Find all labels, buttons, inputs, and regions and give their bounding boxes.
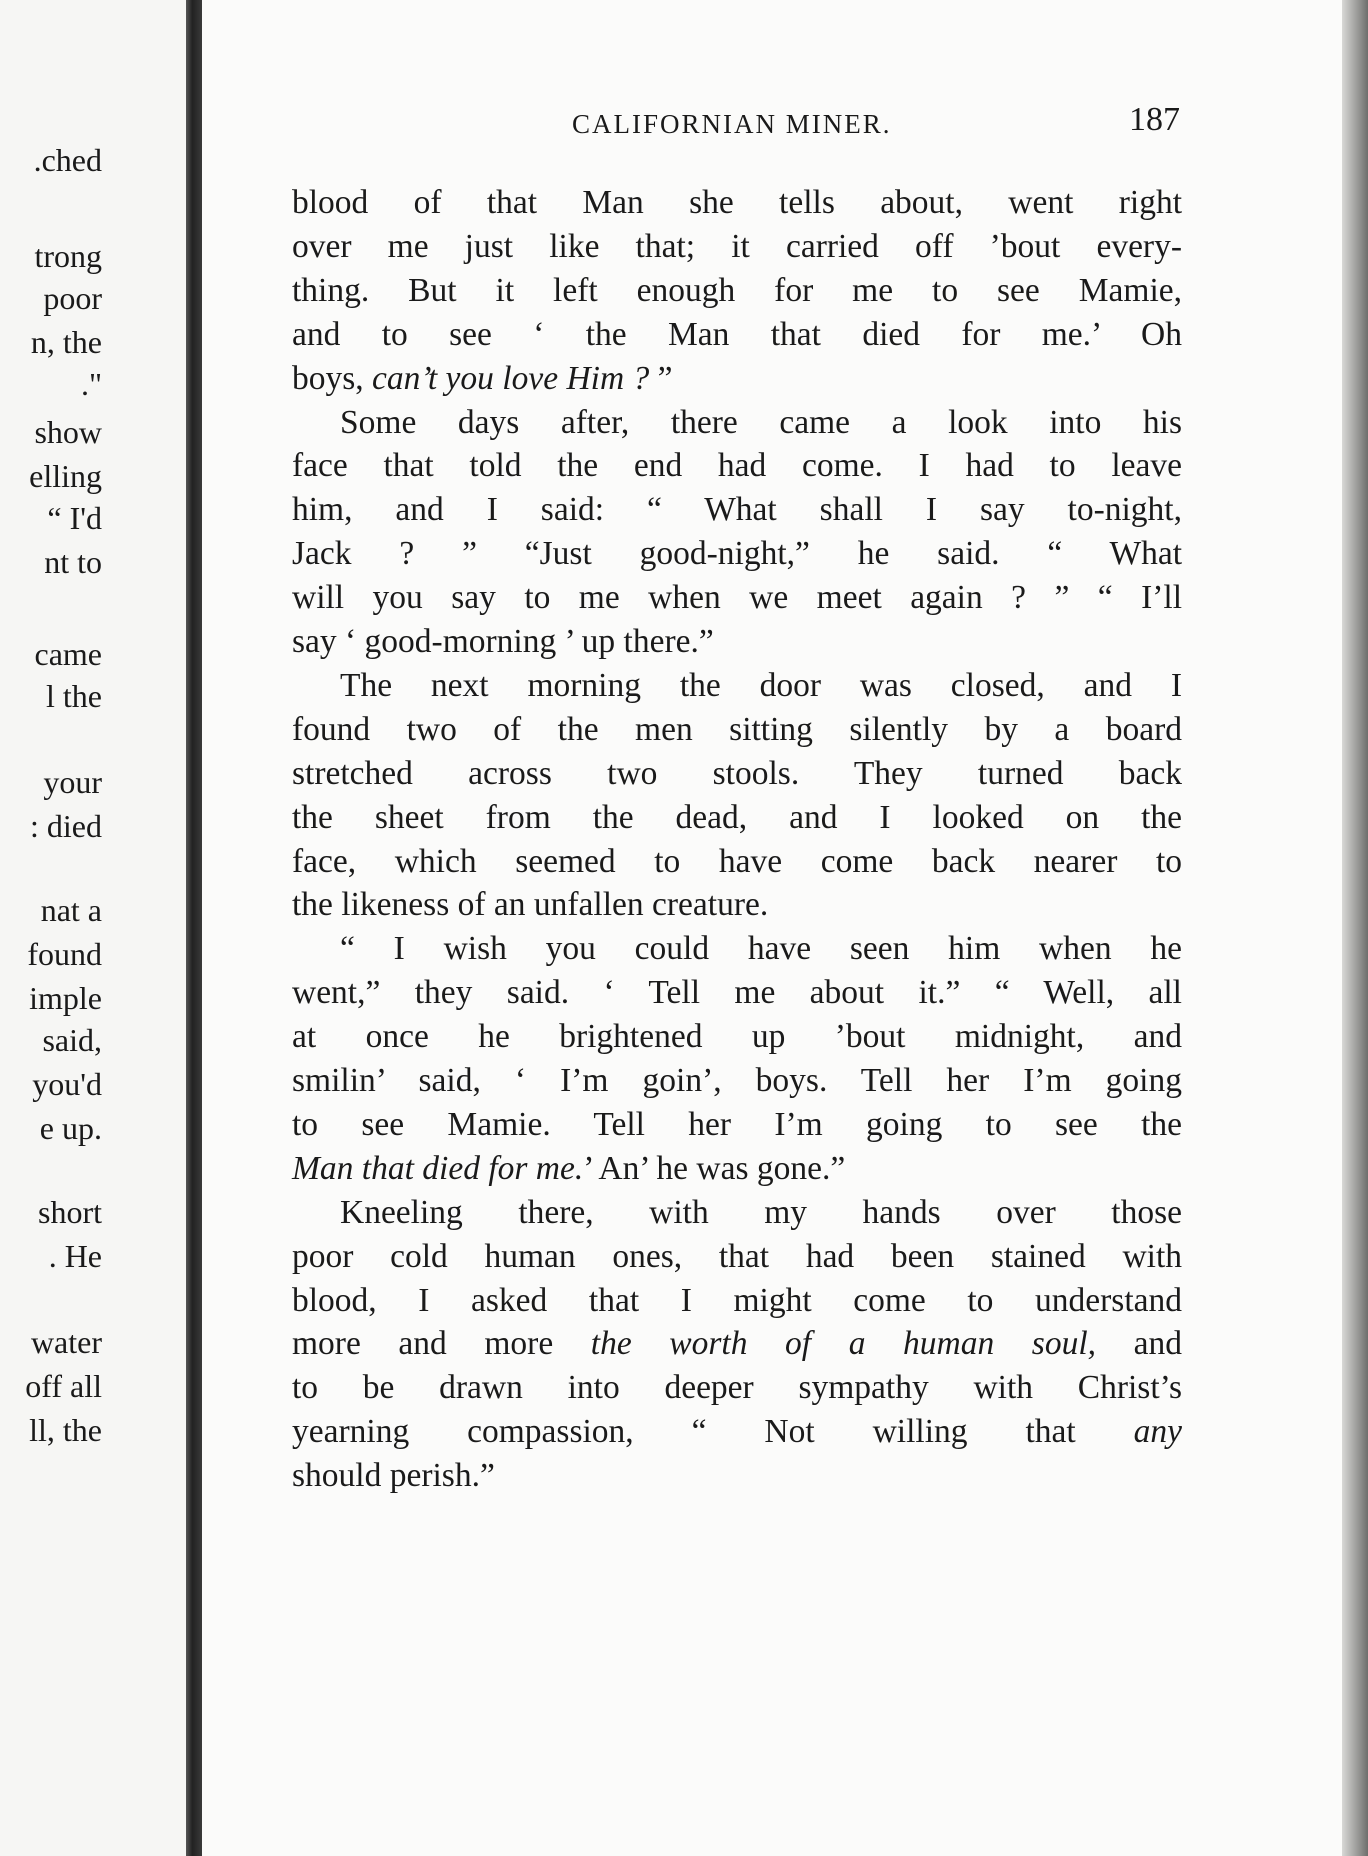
left-page-line: “ I'd	[47, 500, 102, 536]
left-page-line: off all	[25, 1368, 102, 1404]
text-line: at once he brightened up ’bout midnight, and	[292, 1018, 1182, 1056]
left-page-line: ."	[80, 366, 102, 402]
left-page-line: your	[43, 764, 102, 800]
text-segment: ’ An’ he was gone.”	[583, 1149, 846, 1187]
left-page-line: water	[30, 1324, 102, 1360]
text-line: blood of that Man she tells about, went right	[292, 184, 1182, 221]
text-line: and to see ‘ the Man that died for me.’ Oh	[292, 315, 1182, 353]
text-line: to be drawn into deeper sympathy with Christ’s	[292, 1369, 1182, 1407]
left-page-line: elling	[29, 458, 102, 494]
text-segment: more and more	[292, 1325, 591, 1363]
left-page-line: l the	[46, 678, 102, 714]
left-page-line: .ched	[33, 142, 102, 178]
text-segment: and	[1096, 1325, 1182, 1363]
left-page-line: said,	[42, 1022, 102, 1058]
left-page-line: imple	[29, 980, 102, 1016]
text-line	[292, 1319, 1182, 1369]
page-number: 187	[1129, 101, 1180, 138]
left-page-line: : died	[30, 808, 102, 844]
italic-text: Man that died for me.	[292, 1149, 584, 1187]
text-line: blood, I asked that I might come to understand	[292, 1281, 1182, 1319]
text-line: face that told the end had come. I had to leave	[292, 447, 1182, 485]
left-page-line: ll, the	[29, 1412, 102, 1448]
text-line: thing. But it left enough for me to see Mamie,	[292, 271, 1182, 309]
text-line: stretched across two stools. They turned back	[292, 754, 1182, 792]
left-page-line: e up.	[39, 1110, 102, 1146]
text-line: to see Mamie. Tell her I’m going to see the	[292, 1105, 1182, 1143]
left-page-line: poor	[43, 280, 102, 316]
italic-text: any	[1133, 1413, 1182, 1451]
left-page-line: . He	[48, 1238, 102, 1274]
left-page-line: you'd	[32, 1066, 102, 1102]
text-line: the likeness of an unfallen creature.	[292, 886, 769, 924]
text-line: smilin’ said, ‘ I’m goin’, boys. Tell her I’m going	[292, 1062, 1182, 1099]
left-page-line: nt to	[44, 544, 102, 580]
text-line: went,” they said. ‘ Tell me about it.” “ Well, all	[292, 974, 1182, 1012]
left-page	[0, 0, 190, 1856]
text-line	[292, 1144, 1182, 1194]
left-page-line: found	[27, 936, 102, 972]
left-page-line: show	[34, 414, 102, 450]
left-page-line: short	[38, 1194, 102, 1230]
left-page-line: trong	[34, 238, 102, 274]
text-segment: ”	[649, 359, 673, 397]
text-line: the sheet from the dead, and I looked on the	[292, 798, 1182, 836]
text-line: poor cold human ones, that had been stained with	[292, 1237, 1182, 1275]
text-line: over me just like that; it carried off ’bout every-	[292, 227, 1182, 265]
text-line: will you say to me when we meet again ? ” “ I’ll	[292, 579, 1182, 617]
text-line: should perish.”	[292, 1457, 495, 1495]
italic-text: the worth of a human soul,	[590, 1325, 1097, 1363]
left-page-line: nat a	[40, 892, 102, 928]
text-line: The next morning the door was closed, and I	[340, 666, 1182, 704]
text-line: Jack ? ” “Just good-night,” he said. “ What	[292, 535, 1182, 573]
page-edge	[1342, 0, 1368, 1856]
text-line: say ‘ good-morning ’ up there.”	[292, 623, 714, 660]
text-segment: yearning compassion, “ Not willing that	[292, 1413, 1134, 1451]
italic-text: can’t you love Him ?	[372, 359, 650, 397]
text-line	[292, 1407, 1182, 1457]
text-line	[292, 354, 1182, 404]
text-line: him, and I said: “ What shall I say to-night,	[292, 491, 1182, 529]
text-line: Kneeling there, with my hands over those	[340, 1193, 1182, 1231]
left-page-line: came	[34, 636, 102, 672]
text-line: found two of the men sitting silently by a board	[292, 710, 1182, 748]
text-line: “ I wish you could have seen him when he	[340, 930, 1182, 968]
text-line: Some days after, there came a look into his	[340, 403, 1182, 441]
text-line: face, which seemed to have come back nearer to	[292, 842, 1182, 880]
left-page-line: n, the	[30, 324, 102, 360]
running-title: CALIFORNIAN MINER.	[572, 109, 892, 139]
book-gutter	[186, 0, 202, 1856]
text-segment: boys,	[292, 359, 373, 397]
